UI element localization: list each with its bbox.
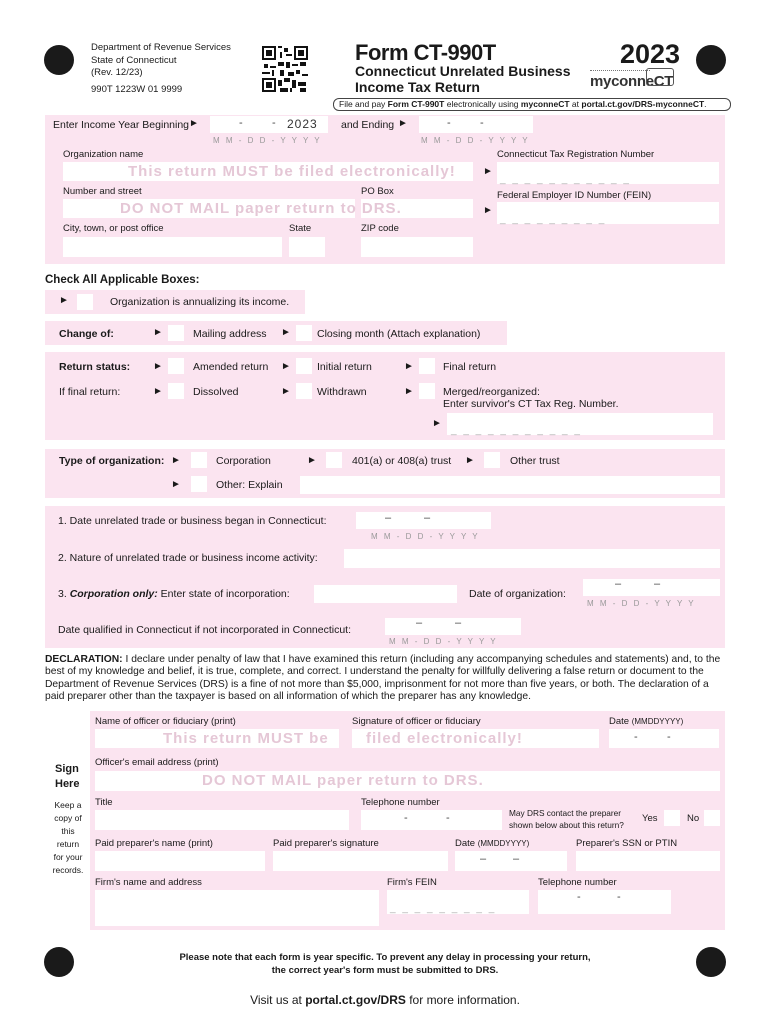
pobox-label: PO Box bbox=[361, 186, 394, 197]
form-subtitle-line2: Income Tax Return bbox=[355, 79, 480, 95]
firm-fein-label: Firm's FEIN bbox=[387, 877, 437, 888]
keep-line: records. bbox=[52, 865, 84, 875]
visit-url[interactable]: portal.ct.gov/DRS bbox=[305, 993, 406, 1007]
initial-label: Initial return bbox=[317, 361, 372, 373]
org-type-label: Type of organization: bbox=[59, 455, 165, 467]
form-subtitle-line1: Connecticut Unrelated Business bbox=[355, 63, 571, 79]
preparer-name-label: Paid preparer's name (print) bbox=[95, 838, 213, 849]
arrow-icon: ► bbox=[281, 361, 291, 372]
file-electronically-banner bbox=[333, 98, 731, 111]
other-trust-checkbox[interactable] bbox=[484, 452, 500, 468]
agency-state: State of Connecticut bbox=[91, 54, 177, 66]
return-status-label: Return status: bbox=[59, 361, 131, 373]
arrow-icon: ► bbox=[153, 386, 163, 397]
other-trust-label: Other trust bbox=[510, 455, 560, 467]
closing-month-label: Closing month (Attach explanation) bbox=[317, 328, 481, 340]
date-separator: – bbox=[455, 617, 462, 629]
city-label: City, town, or post office bbox=[63, 223, 164, 234]
visit-us bbox=[100, 993, 670, 1007]
org-name-label: Organization name bbox=[63, 149, 144, 160]
digit-placeholders: _ _ _ _ _ _ _ _ _ bbox=[390, 903, 497, 914]
date-separator: - bbox=[634, 731, 638, 743]
arrow-icon: ► bbox=[189, 118, 199, 129]
firm-name-label: Firm's name and address bbox=[95, 877, 202, 888]
amended-checkbox[interactable] bbox=[168, 358, 184, 374]
annualizing-checkbox[interactable] bbox=[77, 294, 93, 310]
check-boxes-heading: Check All Applicable Boxes: bbox=[45, 274, 200, 286]
final-checkbox[interactable] bbox=[419, 358, 435, 374]
preparer-ssn-label: Preparer's SSN or PTIN bbox=[576, 838, 678, 849]
income-year-end-label: and Ending bbox=[341, 119, 395, 131]
date-label bbox=[609, 716, 683, 727]
date-separator: - bbox=[480, 117, 484, 129]
qr-code-icon bbox=[262, 46, 308, 92]
date-separator: – bbox=[654, 578, 661, 590]
income-year-begin-label: Enter Income Year Beginning bbox=[53, 119, 190, 131]
preparer-date-label bbox=[455, 838, 529, 849]
arrow-icon: ► bbox=[483, 205, 493, 216]
watermark-do-not-mail: DO NOT MAIL paper return to DRS. bbox=[120, 200, 402, 217]
banner-form: Form CT-990T bbox=[387, 99, 445, 109]
arrow-icon: ► bbox=[153, 361, 163, 372]
no-label: No bbox=[687, 813, 700, 824]
city-field[interactable] bbox=[63, 237, 282, 257]
phone-separator: - bbox=[577, 891, 581, 903]
footer-note bbox=[100, 951, 670, 977]
officer-name-label: Name of officer or fiduciary (print) bbox=[95, 716, 236, 727]
other-explain-checkbox[interactable] bbox=[191, 476, 207, 492]
tax-year: 2023 bbox=[620, 39, 681, 69]
here-word: Here bbox=[55, 778, 80, 790]
arrow-icon: ► bbox=[483, 166, 493, 177]
may-drs-line1: May DRS contact the preparer bbox=[509, 808, 622, 818]
closing-month-checkbox[interactable] bbox=[296, 325, 312, 341]
fein-label: Federal Employer ID Number (FEIN) bbox=[497, 190, 652, 201]
telephone-field[interactable] bbox=[361, 810, 502, 830]
date-format-hint: M M - D D - Y Y Y Y bbox=[421, 136, 530, 145]
date-separator: - bbox=[239, 117, 243, 129]
watermark-electronic: filed electronically! bbox=[366, 730, 523, 747]
income-year-end-field[interactable] bbox=[419, 116, 533, 133]
keep-line: for your bbox=[53, 852, 83, 862]
form-code: 990T 1223W 01 9999 bbox=[91, 83, 183, 95]
keep-line: return bbox=[56, 839, 80, 849]
corporation-checkbox[interactable] bbox=[191, 452, 207, 468]
arrow-icon: ► bbox=[465, 455, 475, 466]
other-explain-label: Other: Explain bbox=[216, 479, 283, 491]
watermark-do-not-mail: DO NOT MAIL paper return to DRS. bbox=[202, 772, 484, 789]
arrow-icon: ► bbox=[281, 327, 291, 338]
digit-placeholders: _ _ _ _ _ _ _ _ _ _ _ bbox=[500, 174, 631, 185]
watermark-electronic: This return MUST be bbox=[163, 730, 329, 747]
date-word: Date bbox=[609, 716, 630, 727]
date-word: Date bbox=[455, 838, 476, 849]
footer-note-line2: the correct year's form must be submitted to DRS. bbox=[271, 965, 499, 976]
date-qualified-label: Date qualified in Connecticut if not incorporated in Connecticut: bbox=[58, 624, 352, 636]
dissolved-checkbox[interactable] bbox=[168, 383, 184, 399]
banner-end: . bbox=[704, 99, 707, 109]
street-label: Number and street bbox=[63, 186, 142, 197]
declaration-body: I declare under penalty of law that I have examined this return (including any accompanying schedules and statements) and, to the best of my knowledge and belief, it is true, complete, and correct. I understand the penalty for willfully delivering a false return or document to the Department of Revenue Services (DRS) is a fine of not more than $5,000, imprisonment for not more than five years, or both. The declaration of a paid preparer other than the taxpayer is based on all information of which the preparer has any knowledge. bbox=[45, 654, 721, 703]
withdrawn-label: Withdrawn bbox=[317, 386, 367, 398]
no-checkbox[interactable] bbox=[704, 810, 720, 826]
merged-instruction: Enter survivor's CT Tax Reg. Number. bbox=[443, 398, 619, 410]
state-label: State bbox=[289, 223, 312, 234]
yes-label: Yes bbox=[642, 813, 658, 824]
change-of-label: Change of: bbox=[59, 328, 114, 340]
q3-number: 3. bbox=[58, 588, 70, 600]
declaration-text bbox=[45, 654, 728, 704]
q3-rest: Enter state of incorporation: bbox=[157, 588, 290, 600]
yes-checkbox[interactable] bbox=[664, 810, 680, 826]
date-separator: – bbox=[513, 853, 520, 865]
sign-here-label bbox=[55, 762, 79, 792]
myconnect-logo-text: myconneCT bbox=[590, 73, 674, 90]
may-drs-contact bbox=[509, 808, 624, 831]
declaration-title: DECLARATION: bbox=[45, 654, 123, 665]
telephone-label: Telephone number bbox=[361, 797, 440, 808]
title-label: Title bbox=[95, 797, 113, 808]
date-org-label: Date of organization: bbox=[469, 588, 566, 600]
phone-separator: - bbox=[446, 812, 450, 824]
firm-tel-field[interactable] bbox=[538, 890, 671, 914]
date-format-hint: M M - D D - Y Y Y Y bbox=[587, 599, 696, 608]
merged-label: Merged/reorganized: bbox=[443, 386, 540, 398]
arrow-icon: ► bbox=[404, 361, 414, 372]
other-explain-field[interactable] bbox=[300, 476, 720, 494]
officer-sig-label: Signature of officer or fiduciary bbox=[352, 716, 481, 727]
revision: (Rev. 12/23) bbox=[91, 67, 143, 78]
dissolved-label: Dissolved bbox=[193, 386, 239, 398]
digit-placeholders: _ _ _ _ _ _ _ _ _ bbox=[500, 214, 607, 225]
arrow-icon: ► bbox=[171, 479, 181, 490]
preparer-date-field[interactable] bbox=[455, 851, 567, 871]
trust401-checkbox[interactable] bbox=[326, 452, 342, 468]
agency-name: Department of Revenue Services bbox=[91, 42, 231, 53]
banner-mid: electronically using bbox=[444, 99, 521, 109]
annualizing-label: Organization is annualizing its income. bbox=[110, 296, 290, 308]
q3-corporation-only: Corporation only: bbox=[69, 588, 158, 600]
incorporation-state-field[interactable] bbox=[314, 585, 457, 603]
title-field[interactable] bbox=[95, 810, 349, 830]
keep-line: this bbox=[61, 826, 75, 836]
banner-app: myconneCT bbox=[520, 99, 570, 109]
withdrawn-checkbox[interactable] bbox=[296, 383, 312, 399]
visit-prefix: Visit us at bbox=[250, 993, 306, 1007]
watermark-electronic: This return MUST be filed electronically! bbox=[128, 163, 456, 180]
officer-date-field[interactable] bbox=[609, 729, 719, 748]
corporation-label: Corporation bbox=[216, 455, 271, 467]
date-separator: – bbox=[416, 617, 423, 629]
ct-reg-label: Connecticut Tax Registration Number bbox=[497, 149, 655, 160]
digit-placeholders: _ _ _ _ _ _ _ _ _ _ _ bbox=[451, 425, 582, 436]
keep-line: copy of bbox=[54, 813, 82, 823]
keep-copy-note bbox=[47, 799, 89, 877]
email-label: Officer's email address (print) bbox=[95, 757, 219, 768]
date-format-hint: M M - D D - Y Y Y Y bbox=[389, 637, 498, 646]
registration-mark bbox=[696, 947, 726, 977]
merged-checkbox[interactable] bbox=[419, 383, 435, 399]
banner-prefix: File and pay bbox=[339, 99, 388, 109]
banner-url[interactable]: portal.ct.gov/DRS-myconneCT bbox=[581, 99, 705, 109]
preparer-sig-field[interactable] bbox=[273, 851, 448, 871]
sign-word: Sign bbox=[55, 763, 79, 775]
q1-label: 1. Date unrelated trade or business began in Connecticut: bbox=[58, 515, 327, 527]
footer-note-line1: Please note that each form is year specific. To prevent any delay in processing your return, bbox=[179, 952, 591, 963]
arrow-icon: ► bbox=[398, 118, 408, 129]
keep-line: Keep a bbox=[54, 800, 82, 810]
date-separator: - bbox=[272, 117, 276, 129]
q2-label: 2. Nature of unrelated trade or business income activity: bbox=[58, 552, 318, 564]
date-separator: - bbox=[447, 117, 451, 129]
firm-name-field[interactable] bbox=[95, 890, 379, 926]
registration-mark bbox=[44, 947, 74, 977]
phone-separator: - bbox=[404, 812, 408, 824]
arrow-icon: ► bbox=[404, 386, 414, 397]
preparer-sig-label: Paid preparer's signature bbox=[273, 838, 379, 849]
date-format-hint: M M - D D - Y Y Y Y bbox=[213, 136, 322, 145]
arrow-icon: ► bbox=[307, 455, 317, 466]
mailing-address-checkbox[interactable] bbox=[168, 325, 184, 341]
date-separator: – bbox=[424, 512, 431, 524]
arrow-icon: ► bbox=[59, 295, 69, 306]
arrow-icon: ► bbox=[281, 386, 291, 397]
date-format-hint: M M - D D - Y Y Y Y bbox=[371, 532, 480, 541]
if-final-label: If final return: bbox=[59, 386, 121, 398]
form-title: Form CT-990T bbox=[355, 40, 496, 65]
date-org-field[interactable] bbox=[583, 579, 720, 596]
amended-label: Amended return bbox=[193, 361, 269, 373]
initial-checkbox[interactable] bbox=[296, 358, 312, 374]
phone-separator: - bbox=[617, 891, 621, 903]
registration-mark bbox=[44, 45, 74, 75]
date-separator: – bbox=[480, 853, 487, 865]
state-field[interactable] bbox=[289, 237, 325, 257]
visit-suffix: for more information. bbox=[405, 993, 520, 1007]
firm-tel-label: Telephone number bbox=[538, 877, 617, 888]
trust401-label: 401(a) or 408(a) trust bbox=[352, 455, 452, 467]
q3-label bbox=[58, 588, 290, 600]
may-drs-line2: shown below about this return? bbox=[509, 819, 624, 830]
date-separator: – bbox=[615, 578, 622, 590]
q2-field[interactable] bbox=[344, 549, 720, 568]
registration-mark bbox=[696, 45, 726, 75]
arrow-icon: ► bbox=[171, 455, 181, 466]
mailing-address-label: Mailing address bbox=[193, 328, 267, 340]
date-separator: – bbox=[385, 512, 392, 524]
arrow-icon: ► bbox=[432, 418, 442, 429]
banner-at: at bbox=[569, 99, 582, 109]
date-separator: - bbox=[667, 731, 671, 743]
income-year-begin-year: 2023 bbox=[287, 117, 318, 131]
arrow-icon: ► bbox=[153, 327, 163, 338]
preparer-ssn-field[interactable] bbox=[576, 851, 720, 871]
date-qualified-field[interactable] bbox=[385, 618, 521, 635]
myconnect-logo bbox=[590, 68, 678, 94]
zip-field[interactable] bbox=[361, 237, 473, 257]
date-format: (MMDDYYYY) bbox=[631, 717, 684, 726]
final-label: Final return bbox=[443, 361, 497, 373]
zip-label: ZIP code bbox=[361, 223, 399, 234]
agency-block bbox=[91, 42, 231, 96]
date-format: (MMDDYYYY) bbox=[477, 839, 530, 848]
preparer-name-field[interactable] bbox=[95, 851, 265, 871]
